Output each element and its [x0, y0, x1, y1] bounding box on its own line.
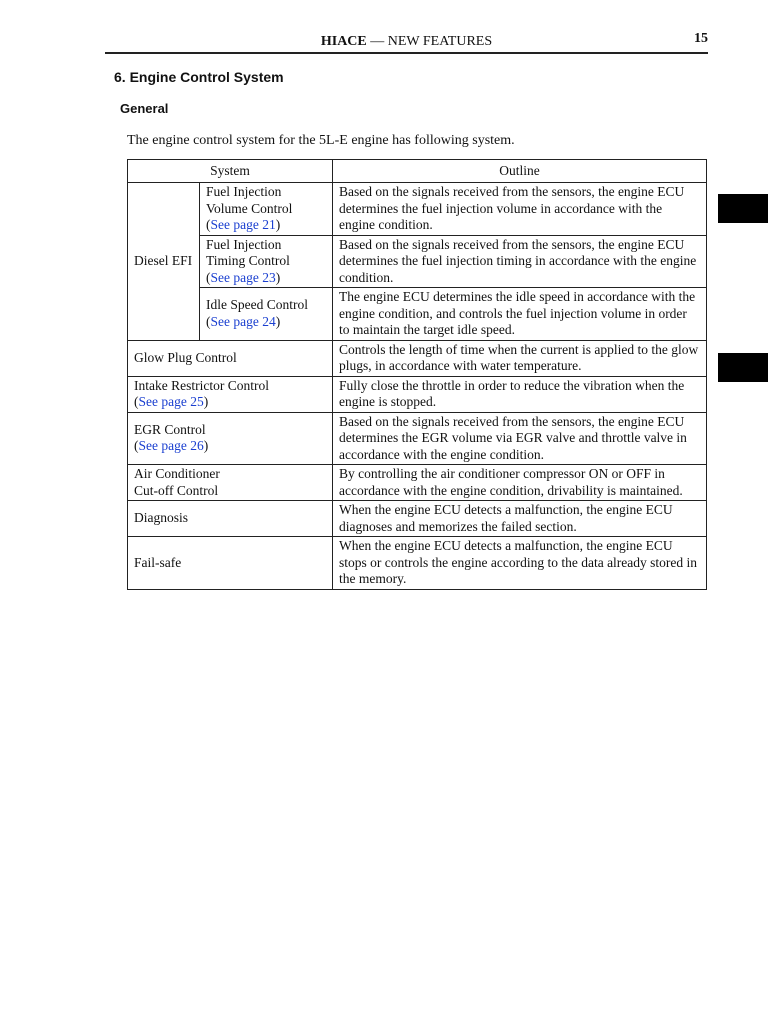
- engine-control-table: [127, 159, 707, 590]
- table-row: [128, 412, 707, 465]
- outline-cell: Based on the signals received from the sensors, the engine ECU determines the fuel injection timing in accordance with the engine condition.: [333, 235, 707, 288]
- see-page-link[interactable]: See page 24: [210, 313, 276, 329]
- outline-cell: When the engine ECU detects a malfunction, the engine ECU stops or controls the engine according to the data already stored in the memory.: [333, 537, 707, 590]
- table-row: [128, 288, 707, 341]
- system-cell: Fuel Injection Volume Control (See page 21): [200, 183, 333, 236]
- column-header-outline: Outline: [333, 160, 707, 183]
- system-label: Fuel Injection: [206, 184, 282, 199]
- outline-cell: When the engine ECU detects a malfunction, the engine ECU diagnoses and memorizes the failed section.: [333, 501, 707, 537]
- system-label: Air Conditioner: [134, 466, 220, 481]
- system-label: Timing Control: [206, 253, 290, 268]
- outline-cell: Based on the signals received from the sensors, the engine ECU determines the EGR volume via EGR valve and throttle valve in accordance with the engine condition.: [333, 412, 707, 465]
- side-index-tab: [718, 194, 768, 223]
- system-cell: EGR Control (See page 26): [128, 412, 333, 465]
- page-number: 15: [694, 31, 708, 46]
- system-cell: Idle Speed Control (See page 24): [200, 288, 333, 341]
- side-index-tab: [718, 353, 768, 382]
- system-cell: Diagnosis: [128, 501, 333, 537]
- system-cell: Glow Plug Control: [128, 340, 333, 376]
- see-page-link[interactable]: See page 23: [210, 269, 276, 285]
- system-group-diesel-efi: Diesel EFI: [128, 183, 200, 341]
- see-page-link[interactable]: See page 25: [138, 394, 204, 409]
- table-row: [128, 376, 707, 412]
- see-page-link[interactable]: See page 26: [138, 438, 204, 454]
- system-label: Intake Restrictor Control: [134, 377, 269, 393]
- table-row: [128, 183, 707, 236]
- intro-text: The engine control system for the 5L-E engine has following system.: [127, 133, 515, 148]
- table-row: [128, 235, 707, 288]
- outline-cell: Controls the length of time when the current is applied to the glow plugs, in accordance with water temperature.: [333, 340, 707, 376]
- section-title: 6. Engine Control System: [114, 69, 284, 85]
- system-cell: [128, 465, 333, 501]
- system-cell: Fail-safe: [128, 537, 333, 590]
- system-label: Cut-off Control: [134, 482, 219, 498]
- table-row: [128, 501, 707, 537]
- subsection-title: General: [120, 101, 169, 116]
- system-cell: Intake Restrictor Control (See page 25): [128, 376, 333, 412]
- outline-cell: By controlling the air conditioner compressor ON or OFF in accordance with the engine condition, drivability is maintained.: [333, 465, 707, 501]
- system-label: EGR Control: [134, 421, 206, 437]
- outline-cell: Fully close the throttle in order to reduce the vibration when the engine is stopped.: [333, 376, 707, 412]
- see-page-link[interactable]: See page 21: [210, 217, 276, 232]
- header-model: HIACE: [320, 34, 367, 49]
- page-header: [105, 31, 708, 54]
- system-label: Volume Control: [206, 200, 293, 216]
- table-row: [128, 465, 707, 501]
- system-cell: Fuel Injection Timing Control (See page 23): [200, 235, 333, 288]
- column-header-system: System: [128, 160, 333, 183]
- table-row: [128, 537, 707, 590]
- outline-cell: The engine ECU determines the idle speed in accordance with the engine condition, and controls the fuel injection volume in order to maintain the target idle speed.: [333, 288, 707, 341]
- outline-cell: Based on the signals received from the sensors, the engine ECU determines the fuel injection volume in accordance with the engine condition.: [333, 183, 707, 236]
- table-row: [128, 340, 707, 376]
- header-title: [105, 34, 708, 50]
- system-label: Idle Speed Control: [206, 297, 308, 313]
- table-header-row: [128, 160, 707, 183]
- system-label: Fuel Injection: [206, 236, 282, 252]
- header-subtitle: — NEW FEATURES: [366, 34, 493, 49]
